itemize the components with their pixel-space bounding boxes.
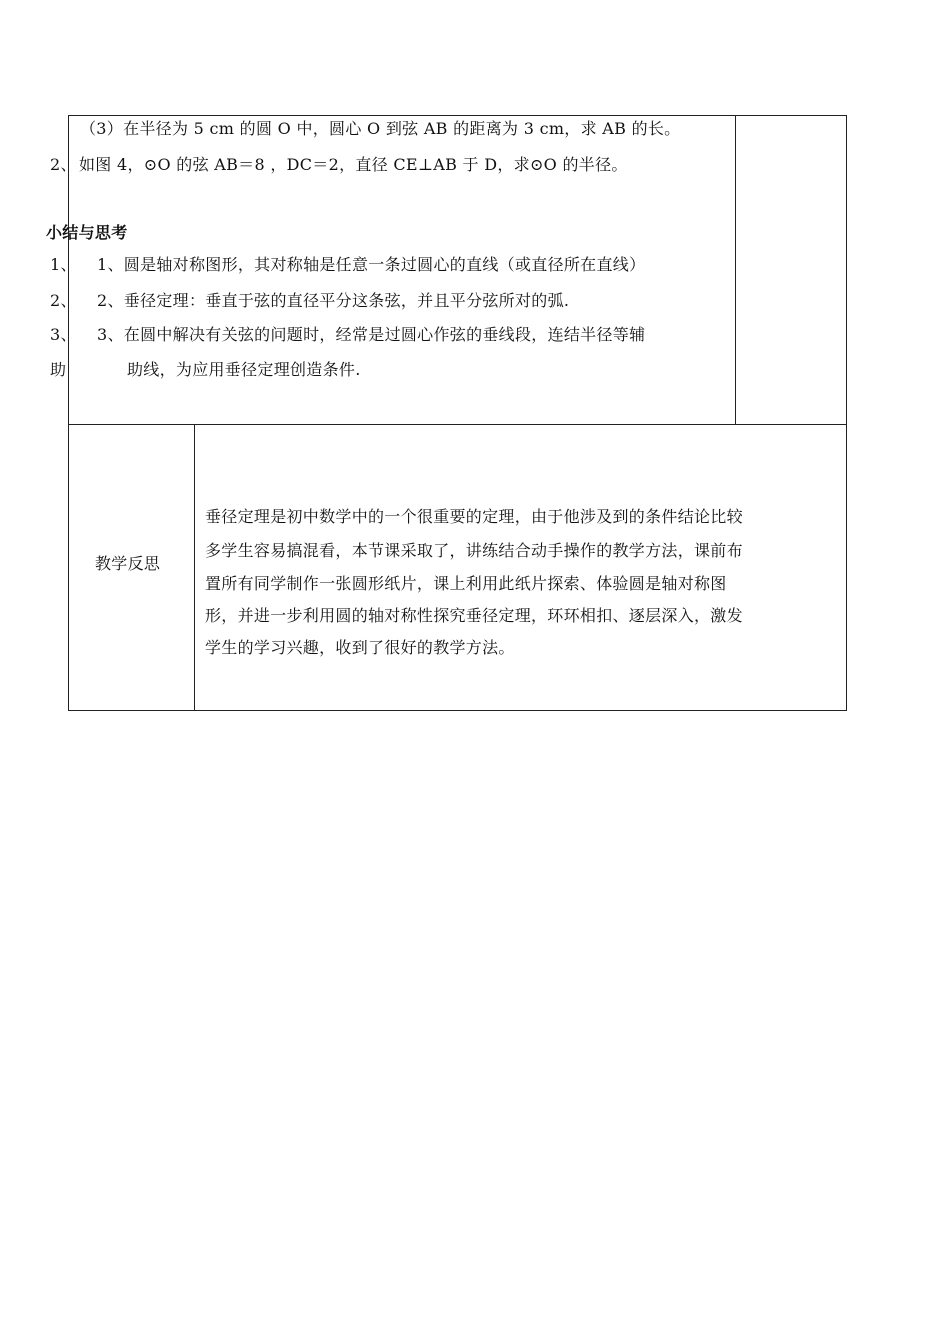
problem-2: 如图 4，⊙O 的弦 AB＝8 ，DC＝2，直径 CE⊥AB 于 D，求⊙O 的半径。 (79, 155, 628, 174)
reflection-line-4: 形，并进一步利用圆的轴对称性探究垂径定理，环环相扣、逐层深入，激发 (205, 606, 743, 625)
summary-item-1: 1、圆是轴对称图形，其对称轴是任意一条过圆心的直线（或直径所在直线） (97, 255, 646, 274)
reflection-line-5: 学生的学习兴趣，收到了很好的教学方法。 (205, 638, 515, 657)
summary-item-2: 2、垂径定理：垂直于弦的直径平分这条弦，并且平分弦所对的弧. (97, 291, 570, 310)
reflection-line-2: 多学生容易搞混看，本节课采取了，讲练结合动手操作的教学方法，课前布 (205, 541, 743, 560)
summary-continuation-outer: 助 (50, 360, 67, 379)
summary-heading: 小结与思考 (46, 223, 128, 242)
summary-item-3-continuation: 助线，为应用垂径定理创造条件. (127, 360, 361, 379)
reflection-line-3: 置所有同学制作一张圆形纸片，课上利用此纸片探索、体验圆是轴对称图 (205, 574, 727, 593)
problem-2-number: 2、 (50, 155, 77, 174)
summary-item-3: 3、在圆中解决有关弦的问题时，经常是过圆心作弦的垂线段，连结半径等辅 (97, 325, 646, 344)
table-bottom-border (68, 710, 847, 711)
summary-item-2-outer-number: 2、 (50, 291, 77, 310)
reflection-label-divider (194, 424, 195, 711)
table-left-border (68, 115, 69, 711)
summary-item-3-outer-number: 3、 (50, 325, 77, 344)
problem-3: （3）在半径为 5 cm 的圆 O 中，圆心 O 到弦 AB 的距离为 3 cm，求 AB 的长。 (80, 119, 681, 138)
table-right-border (846, 115, 847, 711)
reflection-line-1: 垂径定理是初中数学中的一个很重要的定理，由于他涉及到的条件结论比较 (205, 507, 743, 526)
reflection-label: 教学反思 (95, 554, 161, 573)
summary-item-1-outer-number: 1、 (50, 255, 77, 274)
table-top-border (68, 115, 847, 116)
upper-column-divider (735, 115, 736, 425)
row-divider (68, 424, 847, 425)
